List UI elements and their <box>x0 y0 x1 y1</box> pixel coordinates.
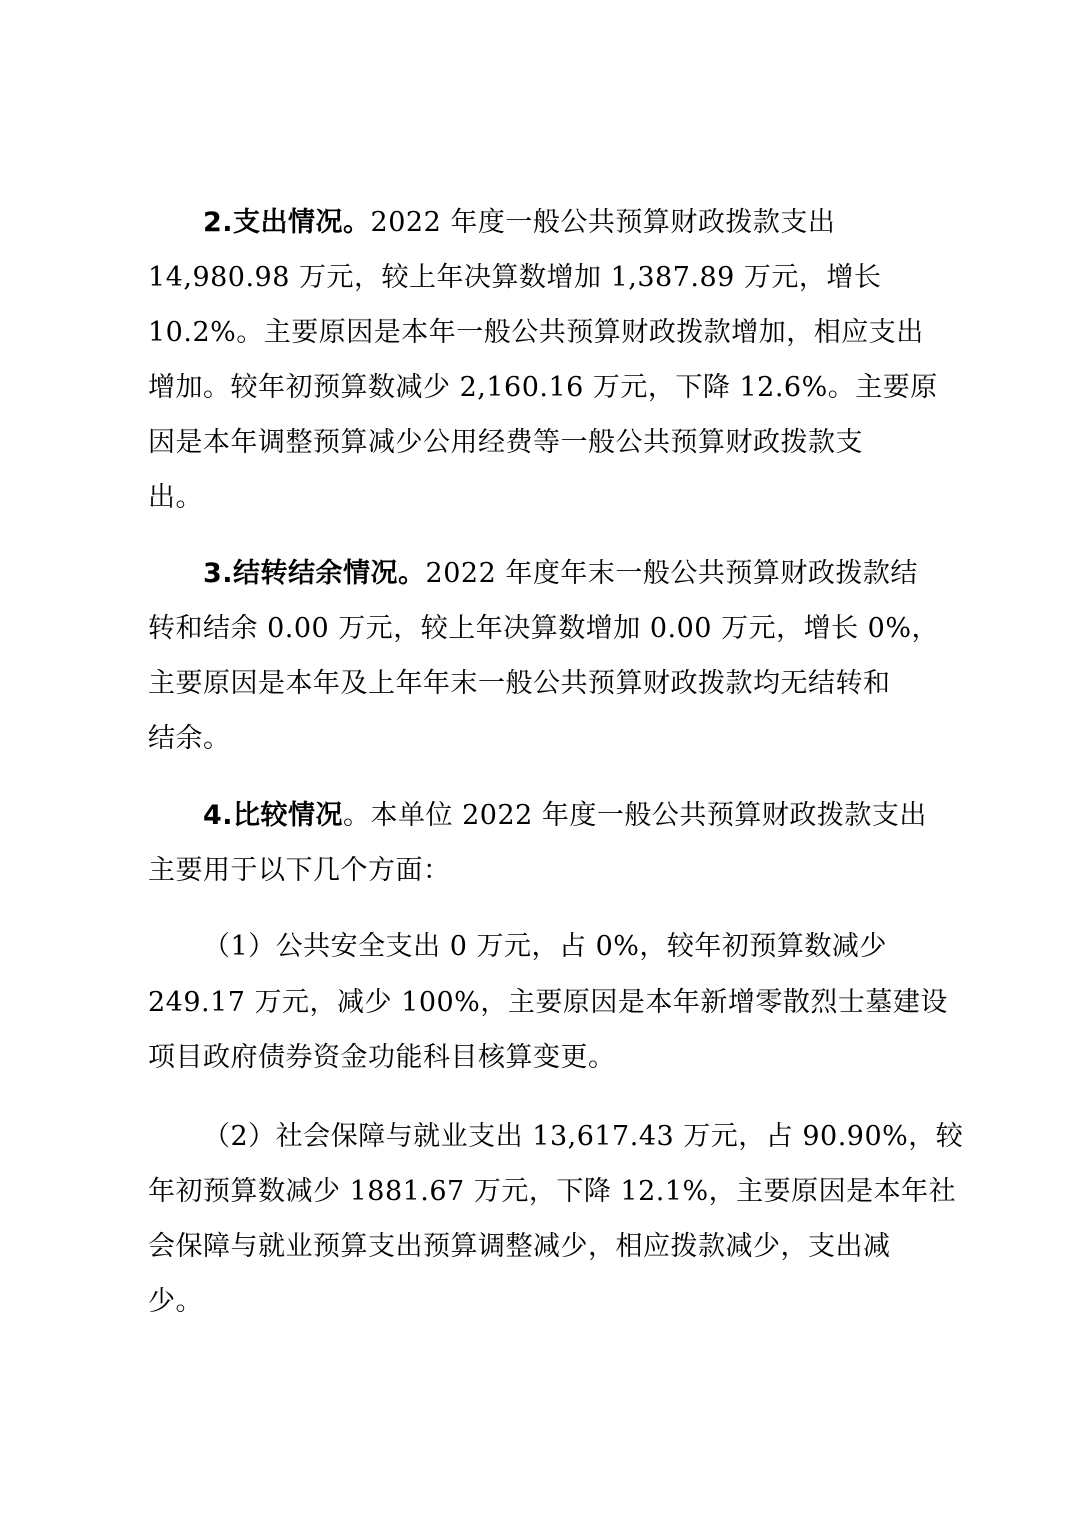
paragraph-line <box>203 557 918 591</box>
paragraph-text: 。本单位 2022 年度一般公共预算财政拨款支出 <box>343 800 927 831</box>
paragraph-line: 因是本年调整预算减少公用经费等一般公共预算财政拨款支 <box>148 427 863 458</box>
paragraph-line: 主要原因是本年及上年年末一般公共预算财政拨款均无结转和 <box>148 668 891 699</box>
paragraph-line: 年初预算数减少 1881.67 万元，下降 12.1%，主要原因是本年社 <box>148 1176 957 1207</box>
paragraph-line: 转和结余 0.00 万元，较上年决算数增加 0.00 万元，增长 0%， <box>148 613 939 644</box>
paragraph-line: （1）公共安全支出 0 万元，占 0%，较年初预算数减少 <box>203 931 887 962</box>
paragraph-line: 10.2%。主要原因是本年一般公共预算财政拨款增加，相应支出 <box>148 317 924 348</box>
paragraph-text: 2022 年度年末一般公共预算财政拨款结 <box>425 558 918 589</box>
paragraph-line <box>203 799 927 833</box>
paragraph-line: 249.17 万元，减少 100%，主要原因是本年新增零散烈士墓建设 <box>148 987 948 1018</box>
paragraph-line: 少。 <box>148 1286 203 1317</box>
paragraph-line <box>203 206 835 240</box>
paragraph-line: 结余。 <box>148 723 231 754</box>
paragraph-text: 2022 年度一般公共预算财政拨款支出 <box>370 207 836 238</box>
section-heading: 4.比较情况 <box>203 800 344 831</box>
paragraph-line: 项目政府债券资金功能科目核算变更。 <box>148 1042 616 1073</box>
paragraph-line: 增加。较年初预算数减少 2,160.16 万元，下降 12.6%。主要原 <box>148 372 938 403</box>
section-heading: 2.支出情况。 <box>203 207 371 238</box>
paragraph-line: 14,980.98 万元，较上年决算数增加 1,387.89 万元，增长 <box>148 262 882 293</box>
paragraph-line: 出。 <box>148 482 203 513</box>
paragraph-line: 主要用于以下几个方面： <box>148 855 451 886</box>
paragraph-line: （2）社会保障与就业支出 13,617.43 万元，占 90.90%，较 <box>203 1121 964 1152</box>
section-heading: 3.结转结余情况。 <box>203 558 426 589</box>
paragraph-line: 会保障与就业预算支出预算调整减少，相应拨款减少，支出减 <box>148 1231 891 1262</box>
